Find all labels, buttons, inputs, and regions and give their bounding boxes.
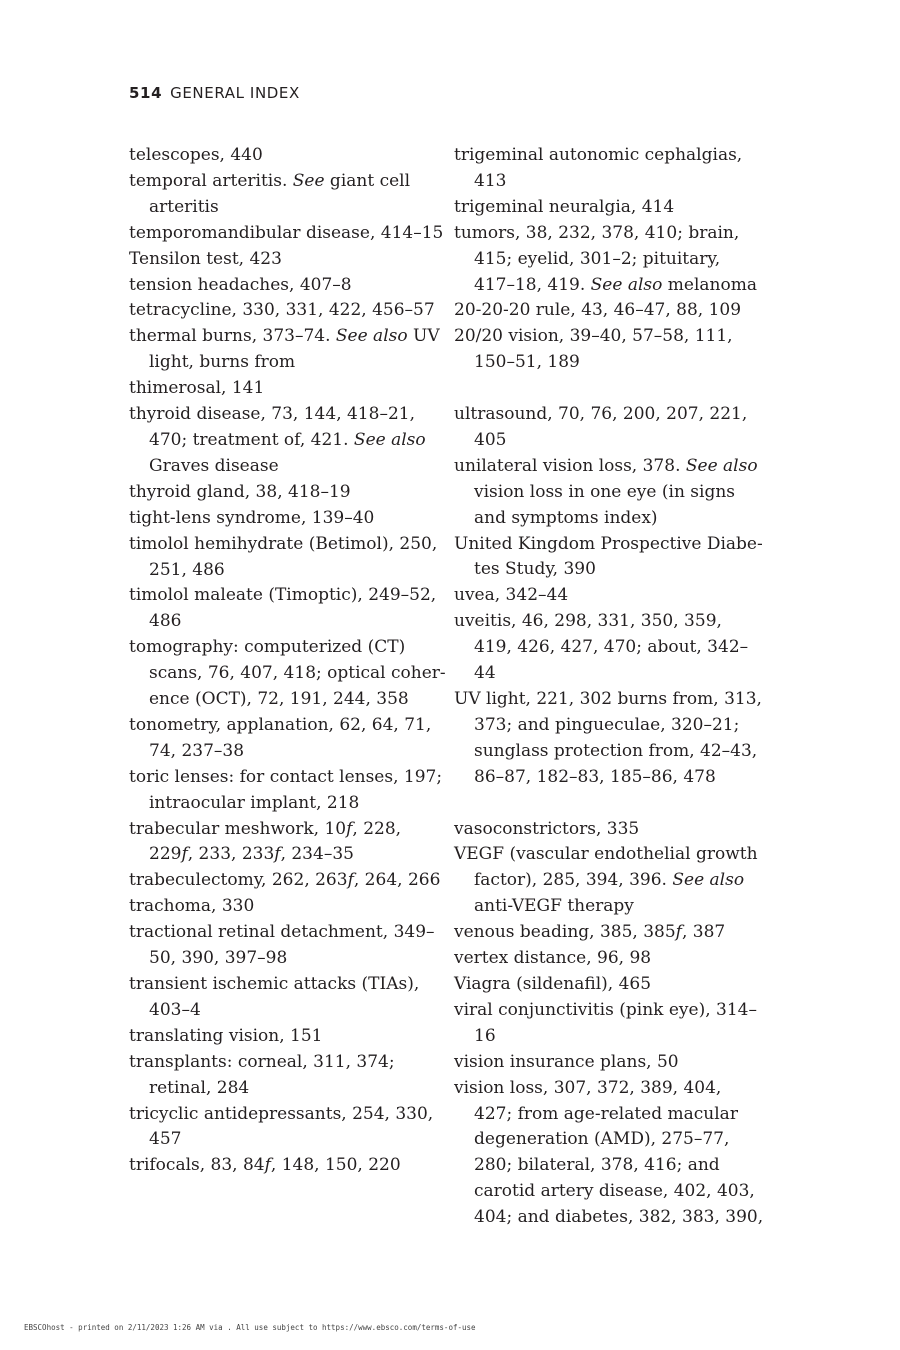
running-header [129, 84, 300, 102]
index-column-right [454, 143, 764, 1231]
index-entry: trabeculectomy, 262, 263f, 264, 266 [129, 870, 441, 891]
index-entry: uvea, 342–44 [454, 585, 569, 606]
index-entry: timolol maleate (Timoptic), 249–52, 486 [129, 585, 437, 632]
index-entry: transient ischemic attacks (TIAs), 403–4 [129, 974, 420, 1020]
section-gap [454, 791, 764, 817]
index-entry: timolol hemihydrate (Betimol), 250, 251, 486 [129, 533, 438, 580]
index-entry: vision loss, 307, 372, 389, 404, 427; from age-related macular degeneration (AMD), 275–77, 280; bilateral, 378, 416; and carotid artery disease, 402, 403, 404; and diabetes, 382, 383, 390, [454, 1077, 764, 1228]
index-entry: venous beading, 385, 385f, 387 [454, 922, 726, 943]
index-entry: trigeminal neuralgia, 414 [454, 196, 675, 217]
index-entry: trabecular meshwork, 10f, 228, 229f, 233, 233f, 234–35 [129, 818, 402, 865]
index-entry: vision insurance plans, 50 [454, 1051, 679, 1072]
index-entry: Tensilon test, 423 [129, 248, 282, 269]
index-entry: United Kingdom Prospective Diabe-tes Study, 390 [454, 533, 763, 580]
index-entry: tomography: computerized (CT) scans, 76, 407, 418; optical coher-ence (OCT), 72, 191, 244, 358 [129, 637, 446, 710]
index-entry: tension headaches, 407–8 [129, 274, 352, 295]
index-entry: telescopes, 440 [129, 145, 263, 165]
index-entry: temporomandibular disease, 414–15 [129, 222, 444, 243]
index-entry: trigeminal autonomic cephalgias, 413 [454, 145, 743, 191]
index-entry: tonometry, applanation, 62, 64, 71, 74, 237–38 [129, 714, 432, 761]
index-entry: VEGF (vascular endothelial growth factor), 285, 394, 396. See also anti-VEGF therapy [454, 844, 758, 917]
index-entry: vertex distance, 96, 98 [454, 948, 652, 969]
index-entry: thimerosal, 141 [129, 378, 265, 399]
index-entry: trachoma, 330 [129, 896, 255, 917]
index-entry: thermal burns, 373–74. See also UV light, burns from [129, 326, 440, 373]
index-entry: viral conjunctivitis (pink eye), 314–16 [454, 999, 757, 1046]
header-title: GENERAL INDEX [170, 84, 300, 102]
index-entry: trifocals, 83, 84f, 148, 150, 220 [129, 1155, 401, 1176]
index-entry: 20/20 vision, 39–40, 57–58, 111, 150–51, 189 [454, 326, 733, 373]
page-number: 514 [129, 84, 163, 102]
index-entry: tricyclic antidepressants, 254, 330, 457 [129, 1103, 434, 1150]
index-entry: toric lenses: for contact lenses, 197; intraocular implant, 218 [129, 766, 443, 813]
index-column-left [129, 143, 449, 1179]
index-entry: tetracycline, 330, 331, 422, 456–57 [129, 300, 435, 321]
index-entry: unilateral vision loss, 378. See also vision loss in one eye (in signs and symptoms index) [454, 455, 758, 528]
index-entry: thyroid disease, 73, 144, 418–21, 470; treatment of, 421. See also Graves disease [129, 404, 426, 476]
index-entry: vasoconstrictors, 335 [454, 818, 640, 839]
index-entry: 20-20-20 rule, 43, 46–47, 88, 109 [454, 300, 742, 321]
index-entry: Viagra (sildenafil), 465 [454, 973, 652, 994]
index-entry: tractional retinal detachment, 349–50, 390, 397–98 [129, 922, 435, 969]
index-entry: UV light, 221, 302 burns from, 313, 373; and pingueculae, 320–21; sunglass protection from, 42–43, 86–87, 182–83, 185–86, 478 [454, 689, 762, 787]
index-entry: temporal arteritis. See giant cell arteritis [129, 170, 411, 217]
index-entry: thyroid gland, 38, 418–19 [129, 481, 351, 502]
section-gap [454, 376, 764, 402]
index-entry: tight-lens syndrome, 139–40 [129, 507, 375, 528]
index-entry: uveitis, 46, 298, 331, 350, 359, 419, 426, 427, 470; about, 342–44 [454, 611, 749, 684]
index-entry: ultrasound, 70, 76, 200, 207, 221, 405 [454, 404, 748, 450]
index-entry: translating vision, 151 [129, 1025, 323, 1046]
index-entry: tumors, 38, 232, 378, 410; brain, 415; eyelid, 301–2; pituitary, 417–18, 419. See also melanoma [454, 222, 757, 295]
footer-notice: EBSCOhost - printed on 2/11/2023 1:26 AM via . All use subject to https://www.ebsco.com/terms-of-use [24, 1323, 476, 1332]
index-entry: transplants: corneal, 311, 374; retinal, 284 [129, 1051, 395, 1098]
